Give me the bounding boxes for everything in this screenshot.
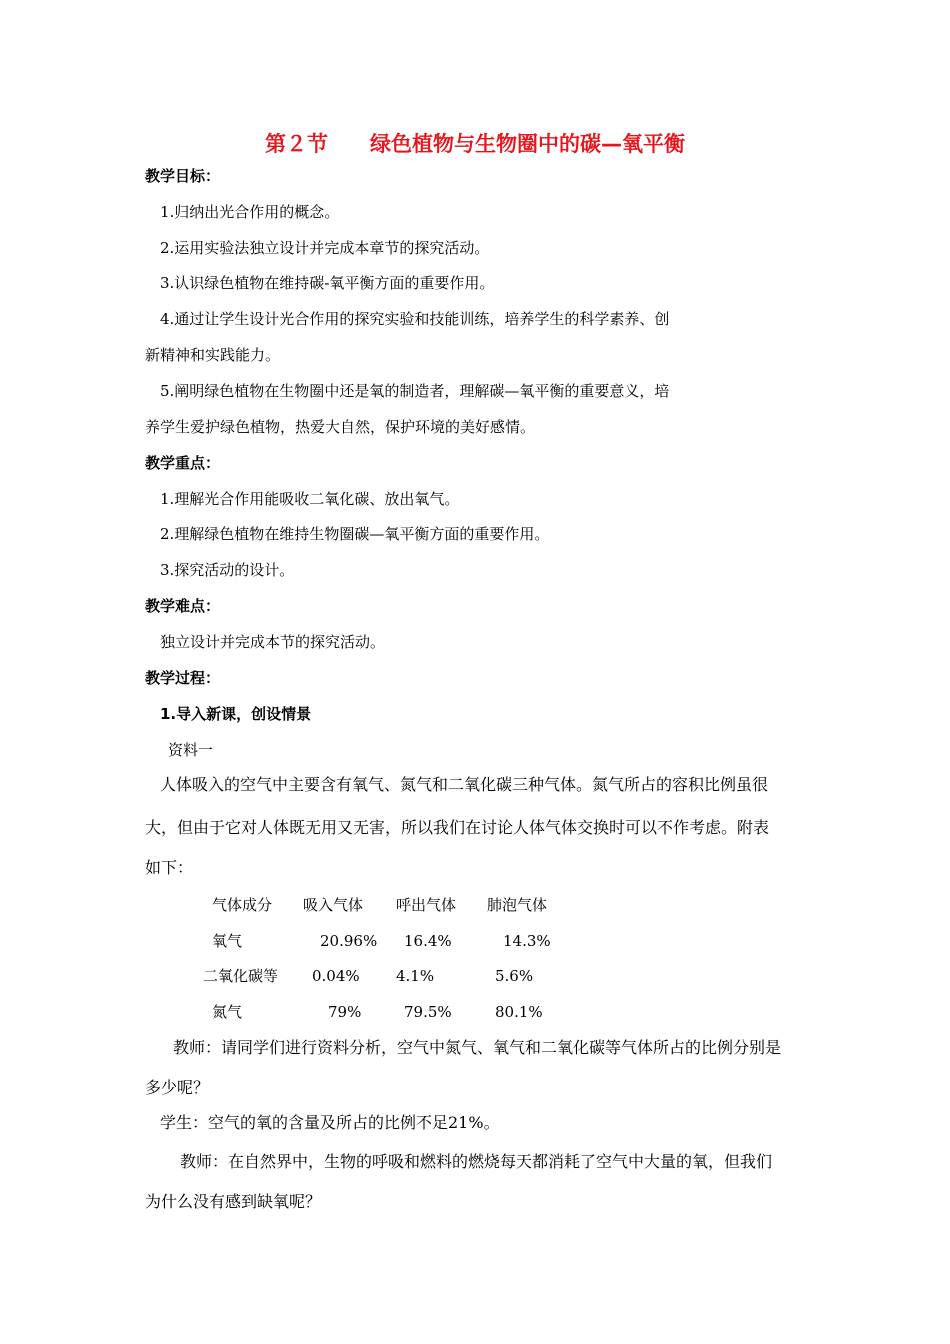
- objective-item: 2.运用实验法独立设计并完成本章节的探究活动。: [160, 239, 490, 257]
- key-points-heading: 教学重点：: [145, 454, 221, 472]
- dialogue-line: 教师：在自然界中，生物的呼吸和燃料的燃烧每天都消耗了空气中大量的氧，但我们: [180, 1152, 773, 1171]
- objective-item: 4.通过让学生设计光合作用的探究实验和技能训练，培养学生的科学素养、创: [160, 310, 670, 328]
- dialogue-line: 教师：请同学们进行资料分析，空气中氮气、氧气和二氧化碳等气体所占的比例分别是: [173, 1038, 782, 1057]
- process-heading: 教学过程：: [145, 669, 221, 687]
- table-cell: 氮气: [212, 1003, 243, 1021]
- table-cell: 5.6%: [495, 967, 534, 985]
- table-cell: 0.04%: [312, 967, 360, 985]
- objective-item: 1.归纳出光合作用的概念。: [160, 203, 340, 221]
- objectives-heading: 教学目标：: [145, 167, 221, 185]
- table-header-cell: 气体成分: [212, 896, 273, 914]
- page-title: 第２节 绿色植物与生物圈中的碳—氧平衡: [265, 132, 685, 156]
- table-cell: 79.5%: [404, 1003, 452, 1021]
- objective-item: 5.阐明绿色植物在生物圈中还是氧的制造者，理解碳—氧平衡的重要意义，培: [160, 382, 670, 400]
- objective-item: 新精神和实践能力。: [145, 346, 281, 364]
- objective-item: 3.认识绿色植物在维持碳-氧平衡方面的重要作用。: [160, 274, 495, 292]
- table-cell: 氧气: [212, 932, 243, 950]
- key-point-item: 1.理解光合作用能吸收二氧化碳、放出氧气。: [160, 490, 460, 508]
- table-header-cell: 吸入气体: [303, 896, 364, 914]
- table-header-cell: 肺泡气体: [487, 896, 548, 914]
- table-cell: 16.4%: [404, 932, 452, 950]
- dialogue-line: 为什么没有感到缺氧呢？: [145, 1192, 322, 1211]
- difficulty-item: 独立设计并完成本节的探究活动。: [160, 633, 386, 651]
- table-cell: 20.96%: [320, 932, 378, 950]
- table-cell: 4.1%: [396, 967, 435, 985]
- table-cell: 二氧化碳等: [203, 967, 279, 985]
- table-cell: 14.3%: [503, 932, 551, 950]
- table-header-cell: 呼出气体: [396, 896, 457, 914]
- objective-item: 养学生爱护绿色植物，热爱大自然，保护环境的美好感情。: [145, 418, 536, 436]
- material-label: 资料一: [168, 741, 214, 759]
- dialogue-line: 多少呢？: [145, 1078, 210, 1097]
- paragraph-line: 人体吸入的空气中主要含有氧气、氮气和二氧化碳三种气体。氮气所占的容积比例虽很: [160, 775, 769, 794]
- paragraph-line: 大，但由于它对人体既无用又无害，所以我们在讨论人体气体交换时可以不作考虑。附表: [145, 818, 770, 837]
- dialogue-line: 学生：空气的氧的含量及所占的比例不足21%。: [160, 1113, 500, 1132]
- paragraph-line: 如下：: [145, 858, 194, 877]
- table-cell: 79%: [328, 1003, 362, 1021]
- process-step-heading: 1.导入新课，创设情景: [160, 705, 312, 723]
- key-point-item: 2.理解绿色植物在维持生物圈碳—氧平衡方面的重要作用。: [160, 525, 550, 543]
- difficulties-heading: 教学难点：: [145, 597, 221, 615]
- key-point-item: 3.探究活动的设计。: [160, 561, 295, 579]
- table-cell: 80.1%: [495, 1003, 543, 1021]
